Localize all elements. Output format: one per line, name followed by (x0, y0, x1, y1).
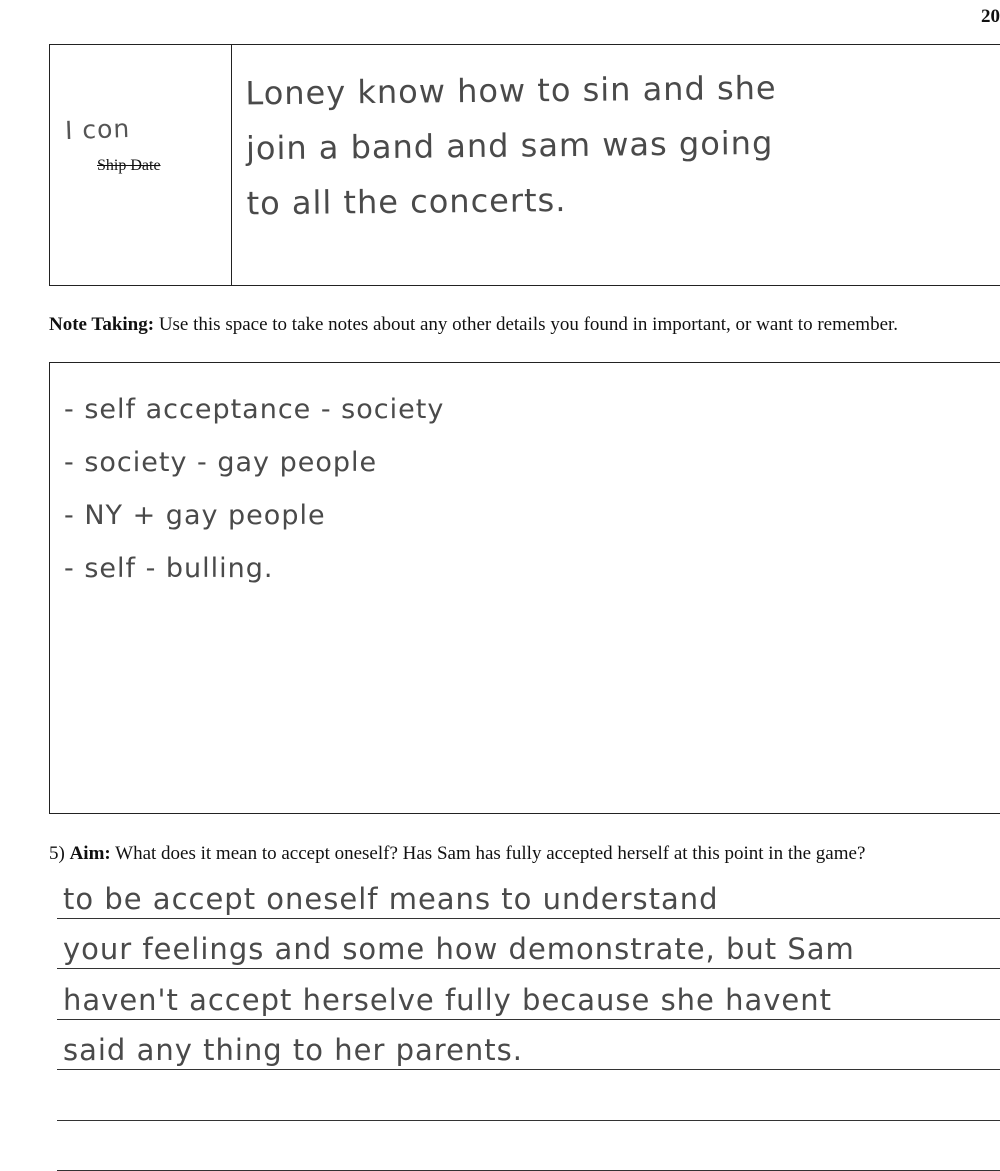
ruled-line (57, 1070, 1000, 1121)
answer-text-line: to be accept oneself means to understand (63, 882, 719, 916)
note-item: - society - gay people (64, 436, 444, 489)
cell-divider (231, 45, 232, 285)
label-cell (50, 45, 231, 285)
handwritten-answer (245, 60, 887, 232)
ruled-line (57, 919, 1000, 970)
question-text: What does it mean to accept oneself? Has Sam has fully accepted herself at this point in the game? (111, 843, 866, 864)
answer-line-1: Loney know how to sin and she (245, 60, 886, 122)
answer-line-3: to all the concerts. (246, 170, 887, 232)
note-taking-box (49, 362, 1000, 814)
ship-date-label: Ship Date (97, 157, 161, 175)
note-item: - NY + gay people (64, 489, 444, 542)
question-5 (49, 843, 865, 865)
top-answer-box (49, 44, 1000, 286)
ruled-line (57, 868, 1000, 919)
question-label: Aim: (70, 843, 111, 864)
handwritten-label: I con (65, 114, 131, 145)
ruled-line (57, 1121, 1000, 1171)
answer-lines (57, 868, 1000, 1171)
question-number: 5) (49, 843, 65, 864)
note-item: - self - bulling. (64, 542, 444, 595)
answer-text-line: your feelings and some how demonstrate, but Sam (63, 932, 855, 966)
answer-text-line: said any thing to her parents. (63, 1033, 523, 1067)
note-taking-heading (49, 314, 898, 336)
answer-text-line: haven't accept herselve fully because she havent (63, 983, 832, 1017)
notes-list (64, 383, 444, 595)
answer-line-2: join a band and sam was going (246, 115, 887, 177)
page-number: 20 (981, 6, 1000, 28)
ruled-line (57, 969, 1000, 1020)
note-taking-instruction: Use this space to take notes about any other details you found in important, or want to remember. (154, 314, 898, 335)
note-item: - self acceptance - society (64, 383, 444, 436)
note-taking-label: Note Taking: (49, 314, 154, 335)
ruled-line (57, 1020, 1000, 1071)
